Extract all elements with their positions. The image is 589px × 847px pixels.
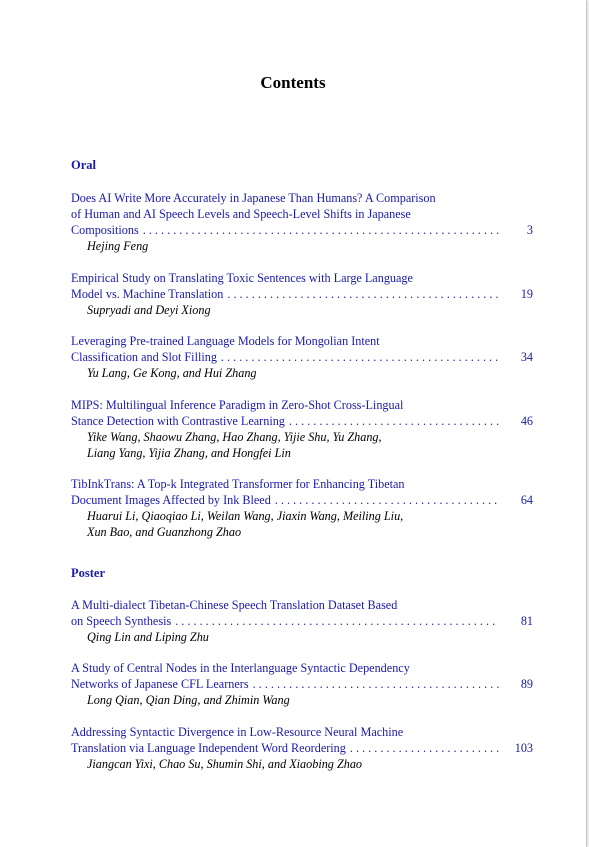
toc-entry[interactable]: [71, 476, 533, 540]
dot-leader: [275, 492, 499, 508]
dot-leader: [289, 413, 499, 429]
entry-title-line[interactable]: MIPS: Multilingual Inference Paradigm in Zero-Shot Cross-Lingual: [71, 398, 404, 412]
entry-title-last-line[interactable]: [71, 286, 533, 302]
entry-authors: Jiangcan Yixi, Chao Su, Shumin Shi, and Xiaobing Zhao: [87, 757, 363, 771]
entry-authors: Yike Wang, Shaowu Zhang, Hao Zhang, Yijie Shu, Yu Zhang,: [87, 430, 382, 444]
entry-authors: Hejing Feng: [87, 239, 149, 253]
entry-authors: Xun Bao, and Guanzhong Zhao: [87, 525, 242, 539]
entry-title-last-line[interactable]: [71, 222, 533, 238]
toc-entry[interactable]: [71, 724, 533, 772]
page-number[interactable]: 19: [520, 287, 533, 301]
toc-entry[interactable]: [71, 597, 533, 645]
entry-title-line[interactable]: Does AI Write More Accurately in Japanese Than Humans? A Comparison: [71, 191, 436, 205]
entry-title-line[interactable]: on Speech Synthesis: [71, 614, 172, 628]
entry-title-line[interactable]: Classification and Slot Filling: [71, 350, 217, 364]
dot-leader: [175, 613, 499, 629]
page-number[interactable]: 34: [520, 350, 533, 364]
page-number[interactable]: 81: [520, 614, 533, 628]
entry-title-last-line[interactable]: [71, 349, 533, 365]
entry-authors: Huarui Li, Qiaoqiao Li, Weilan Wang, Jiaxin Wang, Meiling Liu,: [87, 509, 404, 523]
entry-title-line[interactable]: Model vs. Machine Translation: [71, 287, 224, 301]
toc-entry[interactable]: [71, 333, 533, 381]
page-number[interactable]: 3: [526, 223, 533, 237]
dot-leader: [253, 676, 499, 692]
entry-title-last-line[interactable]: [71, 676, 533, 692]
toc-entry[interactable]: [71, 270, 533, 318]
page-title: Contents: [260, 73, 326, 92]
entry-title-line[interactable]: of Human and AI Speech Levels and Speech-Level Shifts in Japanese: [71, 207, 411, 221]
toc-entry[interactable]: [71, 660, 533, 708]
entry-title-last-line[interactable]: [71, 492, 533, 508]
page-number[interactable]: 89: [520, 677, 533, 691]
page-number[interactable]: 46: [520, 414, 533, 428]
entry-authors: Yu Lang, Ge Kong, and Hui Zhang: [87, 366, 257, 380]
entry-title-line[interactable]: Translation via Language Independent Word Reordering: [71, 741, 346, 755]
entry-title-last-line[interactable]: [71, 740, 533, 756]
entry-title-line[interactable]: A Study of Central Nodes in the Interlanguage Syntactic Dependency: [71, 661, 410, 675]
dot-leader: [221, 349, 499, 365]
section-heading-oral[interactable]: Oral: [71, 158, 96, 172]
entry-authors: Long Qian, Qian Ding, and Zhimin Wang: [87, 693, 290, 707]
toc-entry[interactable]: [71, 190, 533, 254]
dot-leader: [350, 740, 499, 756]
dot-leader: [143, 222, 499, 238]
entry-title-line[interactable]: Networks of Japanese CFL Learners: [71, 677, 249, 691]
page-number[interactable]: 64: [520, 493, 533, 507]
entry-authors: Qing Lin and Liping Zhu: [87, 630, 209, 644]
dot-leader: [227, 286, 499, 302]
entry-title-line[interactable]: Leveraging Pre-trained Language Models for Mongolian Intent: [71, 334, 380, 348]
entry-title-line[interactable]: A Multi-dialect Tibetan-Chinese Speech Translation Dataset Based: [71, 598, 398, 612]
entry-title-line[interactable]: Addressing Syntactic Divergence in Low-Resource Neural Machine: [71, 725, 404, 739]
entry-title-line[interactable]: TibInkTrans: A Top-k Integrated Transformer for Enhancing Tibetan: [71, 477, 405, 491]
entry-title-line[interactable]: Compositions: [71, 223, 139, 237]
entry-title-line[interactable]: Stance Detection with Contrastive Learning: [71, 414, 285, 428]
section-heading-poster[interactable]: Poster: [71, 566, 106, 580]
entry-title-last-line[interactable]: [71, 613, 533, 629]
entry-title-last-line[interactable]: [71, 413, 533, 429]
entry-authors: Supryadi and Deyi Xiong: [87, 303, 211, 317]
page-number[interactable]: 103: [514, 741, 533, 755]
entry-authors: Liang Yang, Yijia Zhang, and Hongfei Lin: [87, 446, 291, 460]
entry-title-line[interactable]: Document Images Affected by Ink Bleed: [71, 493, 271, 507]
toc-entry[interactable]: [71, 397, 533, 461]
entry-title-line[interactable]: Empirical Study on Translating Toxic Sentences with Large Language: [71, 271, 413, 285]
